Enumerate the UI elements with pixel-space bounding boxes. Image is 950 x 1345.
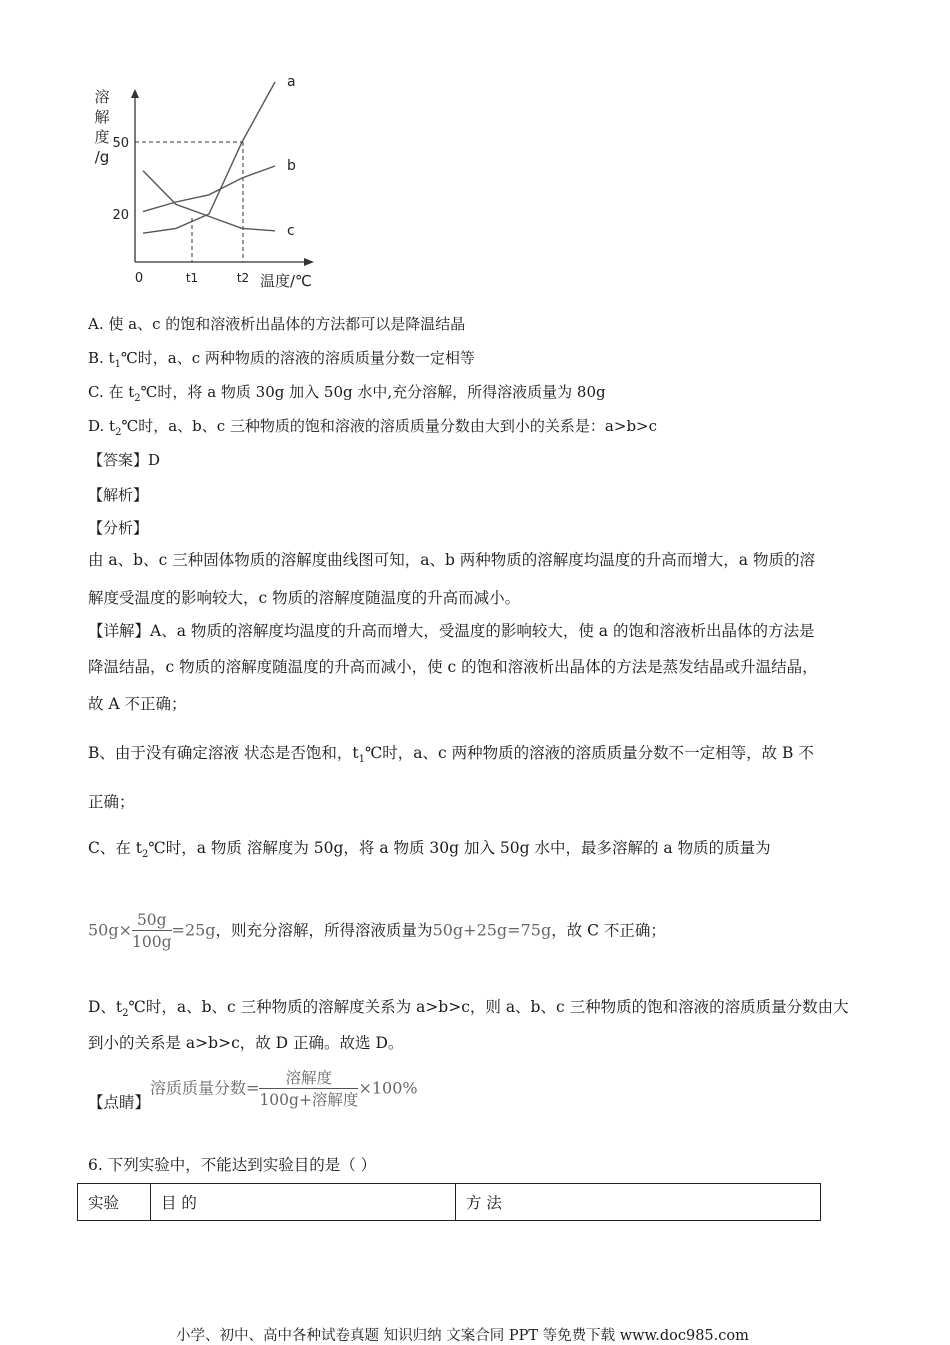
table-header-cell: 方 法 xyxy=(456,1184,821,1221)
detail-d-line-2: 到小的关系是 a>b>c，故 D 正确。故选 D。 xyxy=(88,1034,404,1052)
formula-line: 50g× $\frac{50g}{100g}$ =25g，则充分溶解，所得溶液质量为50g+25g=75g，故 C 不正确； xyxy=(88,911,666,951)
footer-text: 小学、初中、高中各种试卷真题 知识归纳 文案合同 PPT 等免费下载 www.doc985.com xyxy=(176,1328,749,1344)
x-axis-label: 温度/℃ xyxy=(260,272,312,290)
option-a: A. 使 a、c 的饱和溶液析出晶体的方法都可以是降温结晶 xyxy=(88,315,466,333)
series-line-b xyxy=(143,166,275,212)
dianjing-fraction: $\frac{\text{溶解度}}{\text{100g+溶解度}}$ xyxy=(259,1069,359,1109)
detail-line-1: 【详解】A、a 物质的溶解度均温度的升高而增大，受温度的影响较大，使 a 的饱和溶液析出晶体的方法是 xyxy=(88,622,815,640)
table-header-cell: 实验 xyxy=(78,1184,151,1221)
x-tick-label: t1 xyxy=(185,271,199,285)
detail-b-line-1: B、由于没有确定溶液 状态是否饱和，$t_1℃$时，a、c 两种物质的溶液的溶质质量分数不一定相等，故 B 不 xyxy=(88,744,814,766)
y-tick-label: 50 xyxy=(112,136,129,151)
series-line-a xyxy=(143,82,275,233)
y-axis-label: 解 xyxy=(94,108,110,126)
series-label-b: b xyxy=(287,158,296,174)
detail-line-2: 降温结晶，c 物质的溶解度随温度的升高而减小，使 c 的饱和溶液析出晶体的方法是蒸发结晶或升温结晶， xyxy=(88,658,818,676)
detail-d-line-1: D、$t_2℃$时，a、b、c 三种物质的溶解度关系为 a>b>c，则 a、b、c 三种物质的饱和溶液的溶质质量分数由大 xyxy=(88,998,849,1020)
origin-label: 0 xyxy=(134,271,144,286)
y-axis-label: 溶 xyxy=(94,88,110,106)
y-axis-label: 度 xyxy=(94,128,110,146)
series-line-c xyxy=(143,171,275,231)
experiment-table xyxy=(77,1183,821,1221)
x-tick-label: t2 xyxy=(236,271,250,285)
table-header-cell: 目 的 xyxy=(151,1184,456,1221)
y-axis-arrow xyxy=(131,89,139,98)
analysis-line-2: 解度受温度的影响较大，c 物质的溶解度随温度的升高而减小。 xyxy=(88,589,521,607)
analysis-line-1: 由 a、b、c 三种固体物质的溶解度曲线图可知，a、b 两种物质的溶解度均温度的升高而增大，a 物质的溶 xyxy=(88,551,815,569)
option-d: D. $t_2℃$时，a、b、c 三种物质的饱和溶液的溶质质量分数由大到小的关系是：a>b>c xyxy=(88,417,658,438)
solubility-chart xyxy=(88,74,328,294)
detail-line-3: 故 A 不正确； xyxy=(88,695,187,713)
formula-fraction: $\frac{50g}{100g}$ xyxy=(132,911,172,951)
option-b: B. $t_1℃$时，a、c 两种物质的溶液的溶质质量分数一定相等 xyxy=(88,349,475,370)
answer-line: 【答案】D xyxy=(88,451,161,469)
fenxi-tag: 【分析】 xyxy=(88,519,149,537)
question-6: 6. 下列实验中，不能达到实验目的是（ ） xyxy=(88,1156,377,1174)
jiexi-tag: 【解析】 xyxy=(88,486,149,504)
series-label-a: a xyxy=(287,74,296,90)
y-tick-label: 20 xyxy=(112,208,129,223)
table-header-row xyxy=(78,1184,821,1221)
y-axis-label: /g xyxy=(94,148,110,166)
series-label-c: c xyxy=(287,222,295,239)
detail-b-line-2: 正确； xyxy=(88,793,135,811)
x-axis-arrow xyxy=(304,258,314,266)
dianjing-line: 【点睛】溶质质量分数= $\frac{\text{溶解度}}{\text{100g+溶解度}}$ ×100% xyxy=(88,1069,418,1112)
option-c: C. 在 $t_2℃$时，将 a 物质 30g 加入 50g 水中,充分溶解，所得溶液质量为 80g xyxy=(88,383,606,404)
detail-c-line-1: C、在 $t_2℃$时，a 物质 溶解度为 50g，将 a 物质 30g 加入 50g 水中，最多溶解的 a 物质的质量为 xyxy=(88,839,771,861)
